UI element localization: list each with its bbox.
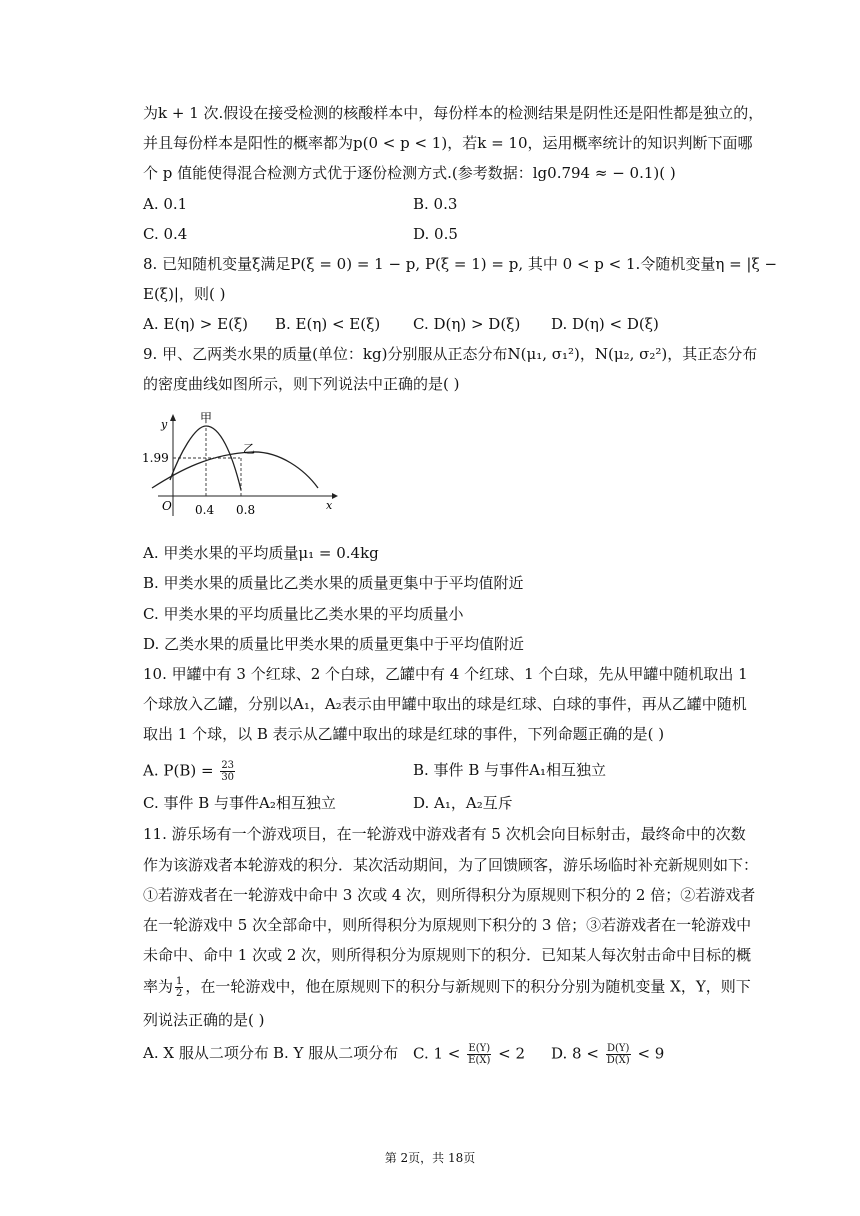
q8-option-c: C. D(η) > D(ξ) — [413, 315, 521, 333]
q10-option-b: B. 事件 B 与事件A₁相互独立 — [413, 761, 606, 779]
label-y: y — [161, 418, 168, 431]
q10-option-a-prefix: A. P(B) = — [143, 761, 214, 780]
label-origin: O — [162, 499, 172, 513]
q10-line3: 取出 1 个球，以 B 表示从乙罐中取出的球是红球的事件，下列命题正确的是( ) — [143, 725, 665, 743]
q10-line2: 个球放入乙罐，分别以A₁，A₂表示由甲罐中取出的球是红球、白球的事件，再从乙罐中随机 — [143, 695, 747, 713]
q11-line4: 在一轮游戏中 5 次全部命中，则所得积分为原规则下积分的 3 倍；③若游戏者在一轮游戏中 — [143, 916, 752, 934]
fraction-numerator: D(Y) — [606, 1043, 630, 1054]
q11-line5: 未命中、命中 1 次或 2 次，则所得积分为原规则下的积分．已知某人每次射击命中目标的概 — [143, 946, 752, 964]
q11-option-c-suffix: < 2 — [498, 1044, 526, 1063]
q7-option-c: C. 0.4 — [143, 225, 188, 243]
q9-option-d: D. 乙类水果的质量比甲类水果的质量更集中于平均值附近 — [143, 635, 525, 653]
q11-line1: 11. 游乐场有一个游戏项目，在一轮游戏中游戏者有 5 次机会向目标射击，最终命中的次数 — [143, 825, 746, 843]
q11-line7: 列说法正确的是( ) — [143, 1011, 265, 1029]
q9-option-b: B. 甲类水果的质量比乙类水果的质量更集中于平均值附近 — [143, 574, 524, 592]
tick-1-99: 1.99 — [142, 451, 169, 465]
fraction-numerator: 23 — [221, 760, 235, 771]
q7-option-b: B. 0.3 — [413, 195, 458, 213]
label-yi: 乙 — [243, 442, 256, 456]
q8-line1: 8. 已知随机变量ξ满足P(ξ = 0) = 1 − p, P(ξ = 1) = p, 其中 0 < p < 1.令随机变量η = |ξ − — [143, 255, 778, 273]
q11-option-d — [551, 1043, 664, 1066]
page-footer: 第 2页，共 18页 — [384, 1151, 476, 1165]
tick-0-4: 0.4 — [195, 503, 215, 517]
q11-line6-prefix: 率为 — [143, 977, 174, 996]
q10-line1: 10. 甲罐中有 3 个红球、2 个白球，乙罐中有 4 个红球、1 个白球，先从甲罐中随机取出 1 — [143, 665, 748, 683]
fraction-denominator: 30 — [221, 772, 235, 783]
fraction-numerator: E(Y) — [468, 1043, 491, 1054]
tick-0-8: 0.8 — [236, 503, 256, 517]
q11-line3: ①若游戏者在一轮游戏中命中 3 次或 4 次，则所得积分为原规则下积分的 2 倍；②若游戏者 — [143, 886, 756, 904]
q8-line2: E(ξ)|，则( ) — [143, 285, 226, 303]
q8-option-a: A. E(η) > E(ξ) — [143, 315, 249, 333]
q8-option-d: D. D(η) < D(ξ) — [551, 315, 659, 333]
q9-option-c: C. 甲类水果的平均质量比乙类水果的平均质量小 — [143, 605, 464, 623]
q11-probability-fraction — [175, 976, 183, 999]
q10-option-d: D. A₁，A₂互斥 — [413, 794, 513, 812]
q11-option-c-prefix: C. 1 < — [413, 1044, 461, 1063]
q11-option-d-prefix: D. 8 < — [551, 1044, 599, 1063]
q11-option-b: B. Y 服从二项分布 — [273, 1044, 399, 1062]
q11-option-c-fraction — [467, 1043, 491, 1066]
q11-option-a: A. X 服从二项分布 — [143, 1044, 269, 1062]
fraction-denominator: 2 — [176, 988, 183, 999]
q9-line2: 的密度曲线如图所示，则下列说法中正确的是( ) — [143, 375, 460, 393]
label-x: x — [326, 499, 333, 512]
q11-line6-suffix: ，在一轮游戏中，他在原规则下的积分与新规则下的积分分别为随机变量 X，Y，则下 — [185, 977, 751, 996]
normal-density-figure — [140, 408, 340, 523]
label-jia: 甲 — [200, 411, 213, 425]
q10-option-c: C. 事件 B 与事件A₂相互独立 — [143, 794, 336, 812]
fraction-denominator: E(X) — [468, 1055, 491, 1066]
q11-option-d-suffix: < 9 — [637, 1044, 665, 1063]
q11-line2: 作为该游戏者本轮游戏的积分．某次活动期间，为了回馈顾客，游乐场临时补充新规则如下： — [143, 856, 759, 874]
q11-line6 — [143, 976, 751, 999]
q10-option-a — [143, 760, 237, 783]
q7-line2: 并且每份样本是阳性的概率都为p(0 < p < 1)，若k = 10，运用概率统计的知识判断下面哪 — [143, 134, 753, 152]
fraction-numerator: 1 — [176, 976, 183, 987]
q7-line1: 为k + 1 次.假设在接受检测的核酸样本中，每份样本的检测结果是阴性还是阳性都是独立的， — [143, 104, 764, 122]
x-axis-arrow — [332, 493, 338, 499]
q9-option-a: A. 甲类水果的平均质量μ₁ = 0.4kg — [143, 544, 379, 562]
q7-option-d: D. 0.5 — [413, 225, 458, 243]
fraction-denominator: D(X) — [606, 1055, 630, 1066]
q11-option-d-fraction — [606, 1043, 631, 1066]
y-axis-arrow — [170, 414, 176, 421]
q8-option-b: B. E(η) < E(ξ) — [275, 315, 381, 333]
q9-line1: 9. 甲、乙两类水果的质量(单位：kg)分别服从正态分布N(μ₁, σ₁²)，N(μ₂, σ₂²)，其正态分布 — [143, 345, 758, 363]
q10-option-a-fraction — [220, 760, 235, 783]
q7-option-a: A. 0.1 — [143, 195, 188, 213]
q11-option-c — [413, 1043, 525, 1066]
q7-line3: 个 p 值能使得混合检测方式优于逐份检测方式.(参考数据：lg0.794 ≈ − 0.1)( ) — [143, 164, 676, 182]
